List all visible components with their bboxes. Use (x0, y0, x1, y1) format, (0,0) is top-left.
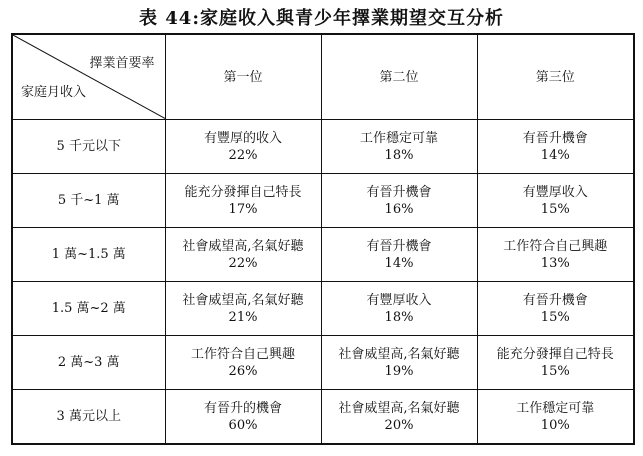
row-label-income: 5 千元以下 (12, 120, 165, 174)
cell-percentage: 15% (540, 363, 570, 379)
cell-expectation-text: 有豐厚收入 (522, 184, 588, 200)
table-row (12, 282, 634, 336)
row-label-income: 3 萬元以上 (12, 390, 165, 444)
diagonal-divider (13, 35, 165, 119)
table-cell (321, 336, 477, 390)
cell-expectation-text: 有豐厚收入 (366, 292, 432, 308)
table-cell (477, 120, 634, 174)
table-cell (321, 174, 477, 228)
cell-percentage: 13% (540, 255, 570, 271)
cell-expectation-text: 工作穩定可靠 (359, 130, 438, 146)
cross-analysis-table (11, 33, 635, 445)
table-cell (477, 336, 634, 390)
table-row (12, 174, 634, 228)
cell-percentage: 15% (540, 309, 570, 325)
cell-percentage: 10% (540, 417, 570, 433)
cell-expectation-text: 有晉升機會 (366, 238, 432, 254)
cell-percentage: 18% (384, 147, 414, 163)
table-cell (477, 282, 634, 336)
cell-expectation-text: 有晉升機會 (522, 292, 588, 308)
cell-expectation-text: 工作穩定可靠 (516, 400, 595, 416)
cell-expectation-text: 有晉升機會 (366, 184, 432, 200)
corner-label-priority: 擇業首要率 (89, 56, 155, 71)
table-cell (165, 282, 321, 336)
cell-percentage: 26% (228, 363, 258, 379)
cell-percentage: 20% (384, 417, 414, 433)
cell-percentage: 22% (228, 147, 258, 163)
table-title: 表 44:家庭收入與青少年擇業期望交互分析 (139, 8, 504, 29)
table-cell (165, 390, 321, 444)
column-header-first: 第一位 (165, 34, 321, 120)
cell-percentage: 16% (384, 201, 414, 217)
column-header-second: 第二位 (321, 34, 477, 120)
table-cell (165, 336, 321, 390)
cell-expectation-text: 工作符合自己興趣 (503, 238, 608, 254)
cell-expectation-text: 有豐厚的收入 (203, 130, 282, 146)
cell-expectation-text: 能充分發揮自己特長 (496, 346, 614, 362)
table-cell (165, 228, 321, 282)
cell-percentage: 21% (228, 309, 258, 325)
cell-percentage: 19% (384, 363, 414, 379)
cell-percentage: 14% (540, 147, 570, 163)
cell-percentage: 22% (228, 255, 258, 271)
table-cell (477, 228, 634, 282)
table-cell (165, 174, 321, 228)
table-cell (321, 282, 477, 336)
row-label-income: 2 萬~3 萬 (12, 336, 165, 390)
header-row (12, 34, 634, 120)
table-row (12, 228, 634, 282)
table-cell (165, 120, 321, 174)
table-cell (321, 120, 477, 174)
row-label-income: 5 千~1 萬 (12, 174, 165, 228)
cell-expectation-text: 社會威望高,名氣好聽 (338, 346, 460, 362)
cell-percentage: 14% (384, 255, 414, 271)
table-cell (321, 228, 477, 282)
table-body (12, 120, 634, 444)
cell-percentage: 60% (228, 417, 258, 433)
table-cell (321, 390, 477, 444)
cell-percentage: 18% (384, 309, 414, 325)
corner-label-income: 家庭月收入 (21, 85, 87, 101)
cell-expectation-text: 有晉升機會 (522, 130, 588, 146)
column-header-third: 第三位 (477, 34, 634, 120)
cell-percentage: 15% (540, 201, 570, 217)
cell-percentage: 17% (228, 201, 258, 217)
cell-expectation-text: 工作符合自己興趣 (190, 346, 295, 362)
table-row (12, 120, 634, 174)
corner-header-cell (12, 34, 165, 120)
row-label-income: 1.5 萬~2 萬 (12, 282, 165, 336)
table-cell (477, 390, 634, 444)
table-row (12, 336, 634, 390)
row-label-income: 1 萬~1.5 萬 (12, 228, 165, 282)
table-cell (477, 174, 634, 228)
cell-expectation-text: 社會威望高,名氣好聽 (338, 400, 460, 416)
table-row (12, 390, 634, 444)
cell-expectation-text: 社會威望高,名氣好聽 (182, 292, 304, 308)
cell-expectation-text: 社會威望高,名氣好聽 (182, 238, 304, 254)
cell-expectation-text: 有晉升的機會 (203, 400, 282, 416)
cell-expectation-text: 能充分發揮自己特長 (184, 184, 302, 200)
